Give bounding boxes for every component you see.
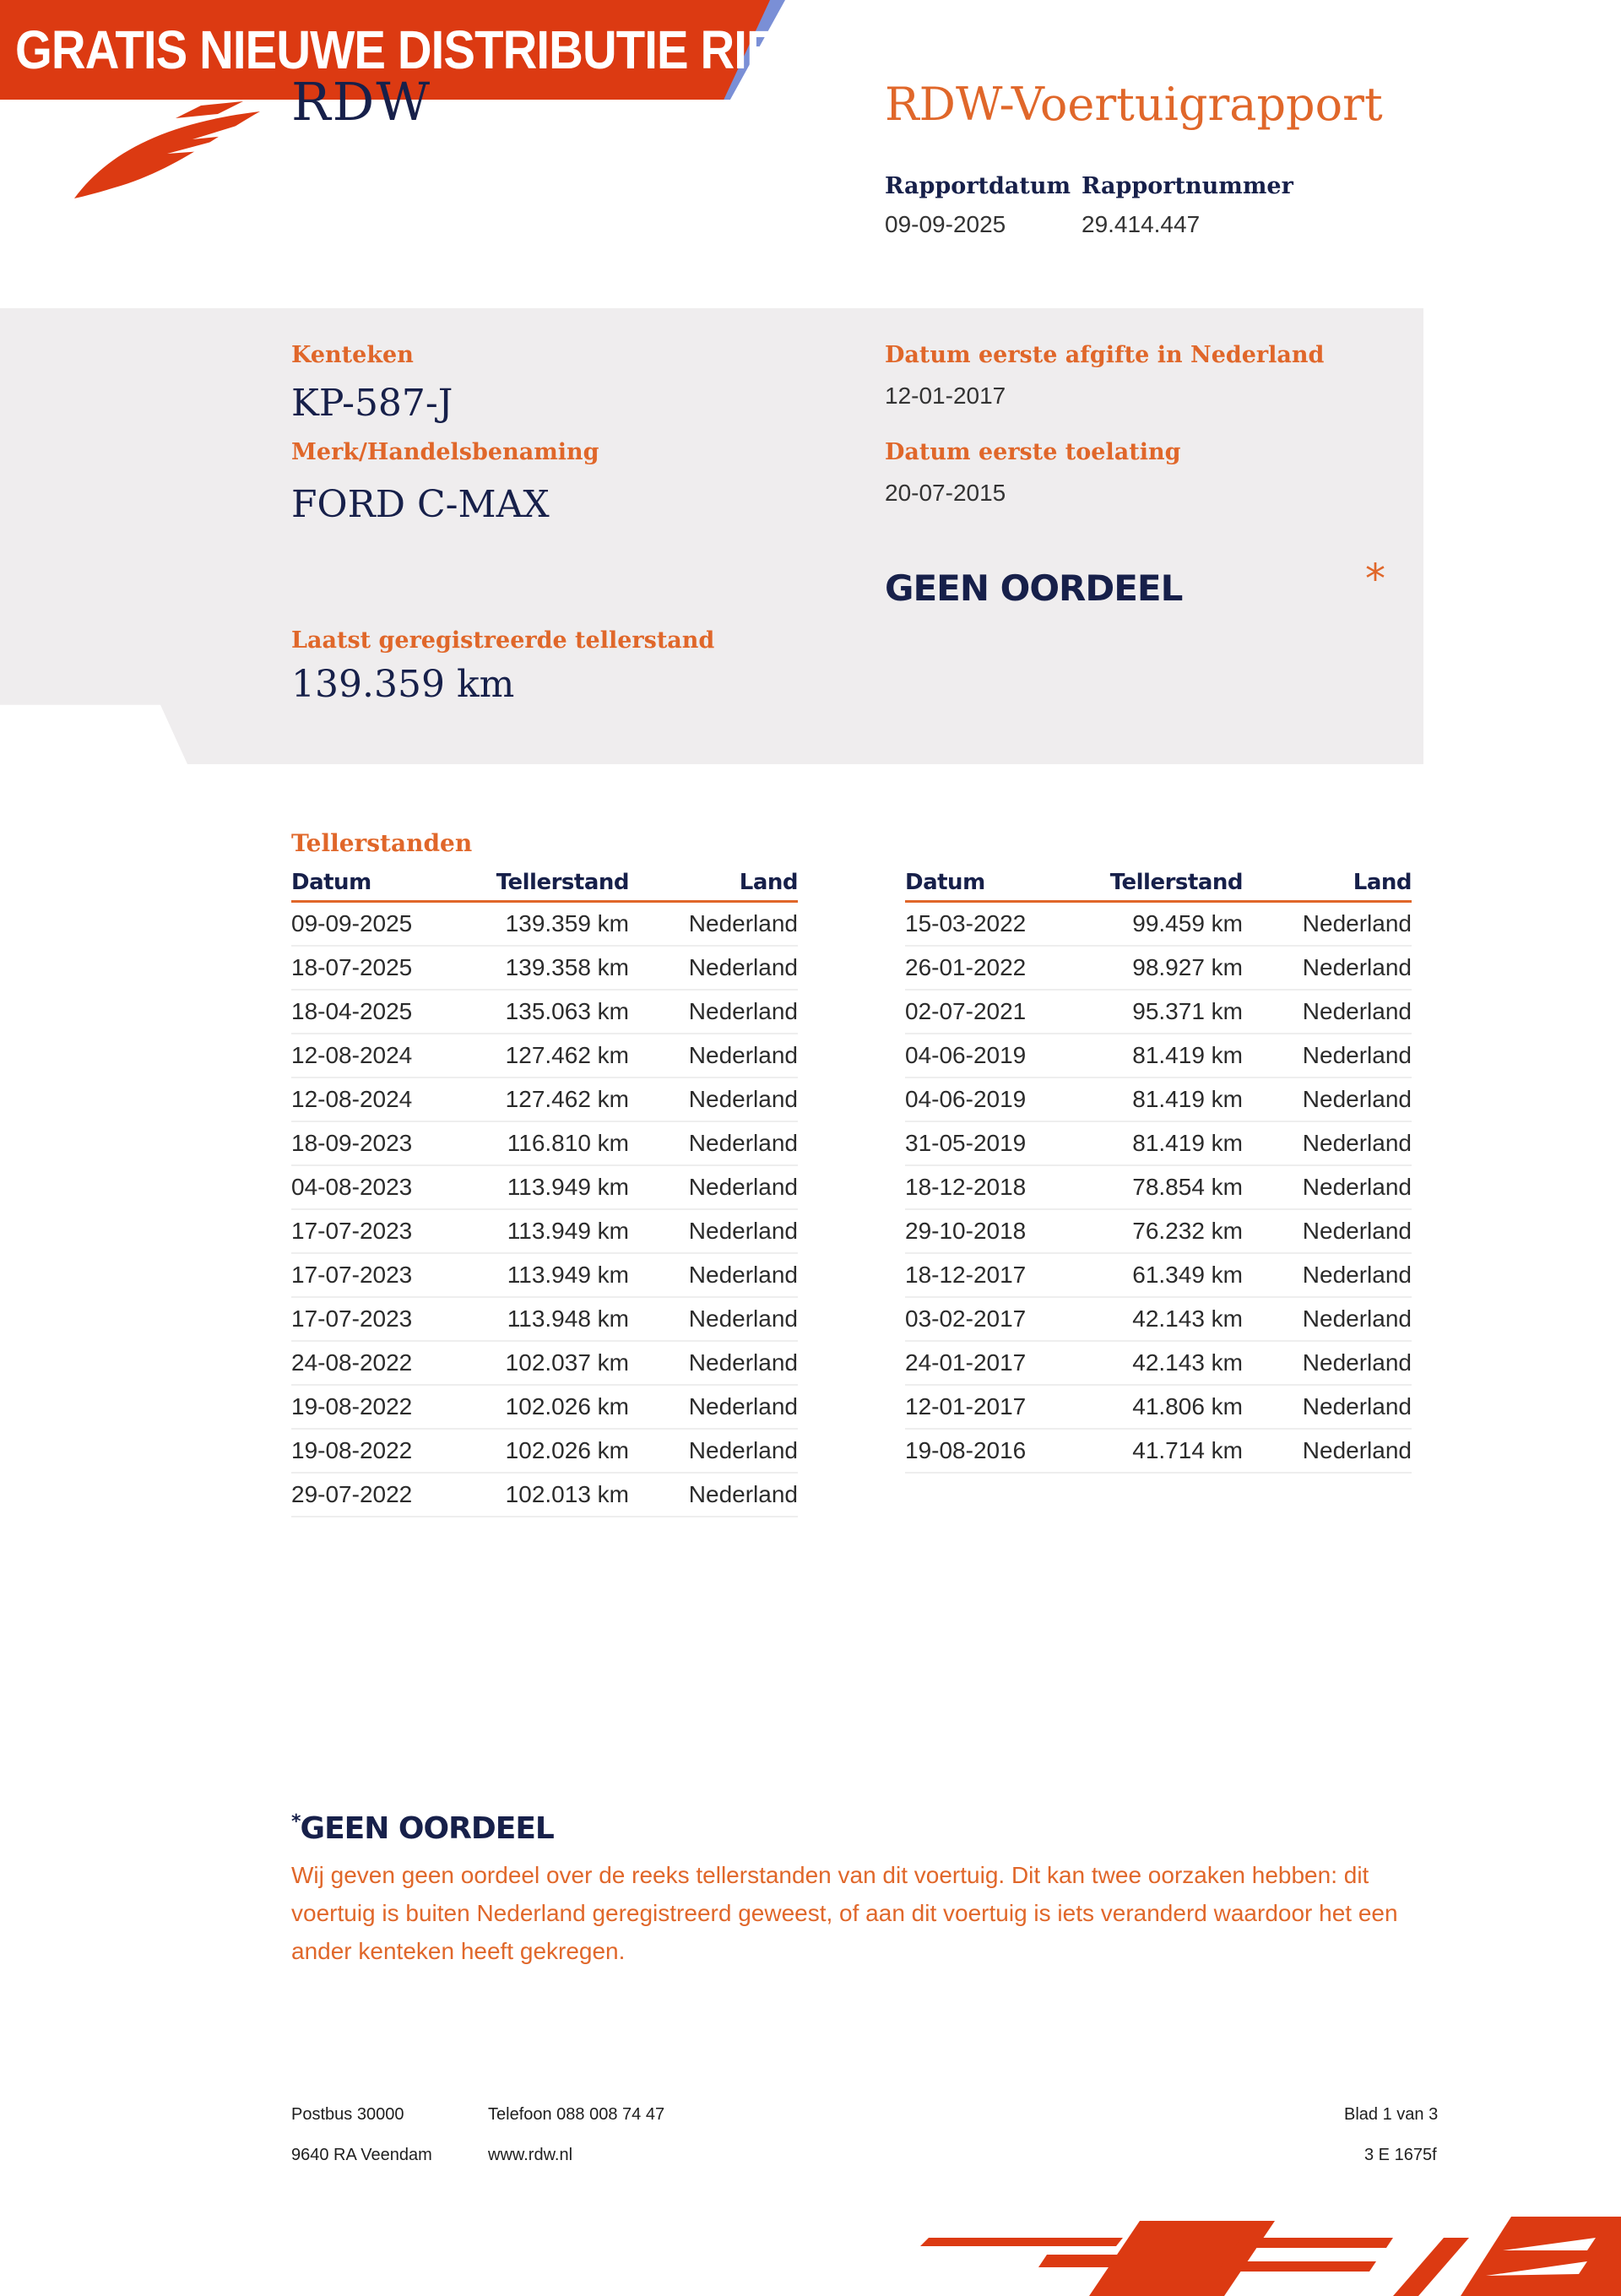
cell-tellerstand: 113.948 km <box>494 1297 629 1341</box>
table-row <box>905 946 1412 990</box>
cell-tellerstand: 102.026 km <box>494 1429 629 1473</box>
tellerstanden-label: Tellerstanden <box>291 829 473 857</box>
table-row <box>905 1253 1412 1297</box>
cell-datum: 19-08-2022 <box>291 1429 494 1473</box>
col-land: Land <box>629 865 798 902</box>
footer-page: Blad 1 van 3 <box>1344 2105 1439 2124</box>
table-row <box>291 1297 798 1341</box>
table-row <box>291 1253 798 1297</box>
cell-tellerstand: 76.232 km <box>1108 1209 1243 1253</box>
eerste-afgifte-label: Datum eerste afgifte in Nederland <box>885 342 1325 368</box>
table-row <box>905 1297 1412 1341</box>
rapportdatum-value: 09-09-2025 <box>885 211 1006 237</box>
tellerstand-value: 139.359 km <box>291 663 515 706</box>
cell-tellerstand: 102.013 km <box>494 1473 629 1517</box>
cell-land: Nederland <box>1243 1385 1412 1429</box>
cell-land: Nederland <box>1243 1209 1412 1253</box>
footer-postbus: Postbus 30000 <box>291 2105 404 2124</box>
cell-land: Nederland <box>1243 1253 1412 1297</box>
table-header-row <box>905 865 1412 902</box>
table-row <box>291 902 798 947</box>
verdict-text: GEEN OORDEEL <box>885 567 1183 609</box>
cell-datum: 19-08-2022 <box>291 1385 494 1429</box>
cell-tellerstand: 42.143 km <box>1108 1341 1243 1385</box>
cell-datum: 19-08-2016 <box>905 1429 1108 1473</box>
cell-datum: 18-04-2025 <box>291 990 494 1034</box>
kenteken-value: KP-587-J <box>291 382 453 425</box>
cell-datum: 04-06-2019 <box>905 1034 1108 1077</box>
cell-tellerstand: 139.359 km <box>494 902 629 947</box>
cell-tellerstand: 61.349 km <box>1108 1253 1243 1297</box>
cell-land: Nederland <box>1243 1034 1412 1077</box>
cell-tellerstand: 116.810 km <box>494 1121 629 1165</box>
table-row <box>905 1165 1412 1209</box>
col-land: Land <box>1243 865 1412 902</box>
cell-datum: 18-07-2025 <box>291 946 494 990</box>
cell-datum: 31-05-2019 <box>905 1121 1108 1165</box>
table-row <box>905 1385 1412 1429</box>
cell-tellerstand: 127.462 km <box>494 1077 629 1121</box>
footnote-marker: * <box>291 1811 301 1832</box>
col-tellerstand: Tellerstand <box>494 865 629 902</box>
cell-land: Nederland <box>1243 1429 1412 1473</box>
cell-datum: 29-07-2022 <box>291 1473 494 1517</box>
cell-datum: 12-01-2017 <box>905 1385 1108 1429</box>
cell-land: Nederland <box>629 1253 798 1297</box>
cell-land: Nederland <box>629 1341 798 1385</box>
table-row <box>291 1121 798 1165</box>
readings-table-right <box>905 865 1412 1474</box>
kenteken-label: Kenteken <box>291 342 414 368</box>
report-title: RDW-Voertuigrapport <box>885 78 1383 131</box>
cell-datum: 17-07-2023 <box>291 1253 494 1297</box>
cell-datum: 18-12-2018 <box>905 1165 1108 1209</box>
table-row <box>291 1341 798 1385</box>
cell-tellerstand: 113.949 km <box>494 1253 629 1297</box>
cell-datum: 15-03-2022 <box>905 902 1108 947</box>
cell-land: Nederland <box>629 902 798 947</box>
cell-datum: 04-06-2019 <box>905 1077 1108 1121</box>
cell-tellerstand: 41.714 km <box>1108 1429 1243 1473</box>
cell-land: Nederland <box>629 1385 798 1429</box>
readings-table-left <box>291 865 798 1517</box>
cell-tellerstand: 113.949 km <box>494 1165 629 1209</box>
cell-tellerstand: 98.927 km <box>1108 946 1243 990</box>
cell-datum: 17-07-2023 <box>291 1297 494 1341</box>
rdw-leaf-logo-icon <box>74 101 268 203</box>
vehicle-panel <box>0 308 1423 764</box>
eerste-afgifte-value: 12-01-2017 <box>885 383 1006 409</box>
table-row <box>291 1077 798 1121</box>
cell-land: Nederland <box>1243 1341 1412 1385</box>
table-row <box>291 1165 798 1209</box>
cell-land: Nederland <box>629 1209 798 1253</box>
cell-datum: 18-09-2023 <box>291 1121 494 1165</box>
cell-tellerstand: 99.459 km <box>1108 902 1243 947</box>
cell-datum: 29-10-2018 <box>905 1209 1108 1253</box>
cell-land: Nederland <box>629 946 798 990</box>
cell-tellerstand: 127.462 km <box>494 1034 629 1077</box>
merk-value: FORD C-MAX <box>291 483 550 526</box>
table-row <box>291 1429 798 1473</box>
cell-land: Nederland <box>1243 1165 1412 1209</box>
readings-body-right <box>905 902 1412 1474</box>
table-row <box>905 1077 1412 1121</box>
table-row <box>905 1121 1412 1165</box>
cell-tellerstand: 81.419 km <box>1108 1077 1243 1121</box>
cell-datum: 12-08-2024 <box>291 1034 494 1077</box>
cell-datum: 04-08-2023 <box>291 1165 494 1209</box>
footnote-title <box>291 1811 554 1846</box>
cell-land: Nederland <box>629 1165 798 1209</box>
cell-datum: 03-02-2017 <box>905 1297 1108 1341</box>
cell-tellerstand: 41.806 km <box>1108 1385 1243 1429</box>
cell-datum: 17-07-2023 <box>291 1209 494 1253</box>
col-tellerstand: Tellerstand <box>1108 865 1243 902</box>
cell-land: Nederland <box>1243 1077 1412 1121</box>
cell-tellerstand: 102.026 km <box>494 1385 629 1429</box>
cell-datum: 02-07-2021 <box>905 990 1108 1034</box>
col-datum: Datum <box>291 865 494 902</box>
cell-tellerstand: 102.037 km <box>494 1341 629 1385</box>
footnote-title-text: GEEN OORDEEL <box>300 1811 554 1846</box>
cell-datum: 24-01-2017 <box>905 1341 1108 1385</box>
cell-tellerstand: 135.063 km <box>494 990 629 1034</box>
cell-land: Nederland <box>629 1034 798 1077</box>
cell-land: Nederland <box>629 990 798 1034</box>
promo-banner-text: GRATIS NIEUWE DISTRIBUTIE RIEM <box>15 19 816 80</box>
tellerstand-label: Laatst geregistreerde tellerstand <box>291 627 715 654</box>
table-row <box>291 1034 798 1077</box>
footnote-text: Wij geven geen oordeel over de reeks tellerstanden van dit voertuig. Dit kan twee oorzaken hebben: dit voertuig is buiten Nederland geregistreerd geweest, of aan dit voertuig is iets veranderd waardoor het een ander kenteken heeft gekregen. <box>291 1862 1398 1964</box>
cell-land: Nederland <box>629 1473 798 1517</box>
table-row <box>291 1385 798 1429</box>
cell-tellerstand: 78.854 km <box>1108 1165 1243 1209</box>
cell-land: Nederland <box>1243 990 1412 1034</box>
cell-tellerstand: 81.419 km <box>1108 1121 1243 1165</box>
eerste-toelating-label: Datum eerste toelating <box>885 439 1181 465</box>
table-row <box>291 1209 798 1253</box>
rdw-stripes-mark-icon <box>920 2204 1621 2296</box>
footer-telefoon: Telefoon 088 008 74 47 <box>488 2105 665 2124</box>
cell-tellerstand: 42.143 km <box>1108 1297 1243 1341</box>
rapportnummer-value: 29.414.447 <box>1082 211 1201 237</box>
table-row <box>905 990 1412 1034</box>
cell-land: Nederland <box>1243 902 1412 947</box>
verdict-asterisk: * <box>1365 556 1385 603</box>
table-row <box>291 990 798 1034</box>
footer-code: 3 E 1675f <box>1364 2146 1437 2164</box>
cell-land: Nederland <box>1243 1121 1412 1165</box>
cell-datum: 09-09-2025 <box>291 902 494 947</box>
cell-land: Nederland <box>1243 1297 1412 1341</box>
footer-website[interactable]: www.rdw.nl <box>488 2146 573 2164</box>
rapportnummer-label: Rapportnummer <box>1082 173 1293 199</box>
cell-tellerstand: 81.419 km <box>1108 1034 1243 1077</box>
readings-body-left <box>291 902 798 1517</box>
cell-datum: 26-01-2022 <box>905 946 1108 990</box>
cell-land: Nederland <box>629 1121 798 1165</box>
merk-label: Merk/Handelsbenaming <box>291 439 599 465</box>
cell-tellerstand: 113.949 km <box>494 1209 629 1253</box>
cell-land: Nederland <box>1243 946 1412 990</box>
cell-land: Nederland <box>629 1429 798 1473</box>
cell-datum: 18-12-2017 <box>905 1253 1108 1297</box>
table-row <box>905 1429 1412 1473</box>
table-row <box>905 1341 1412 1385</box>
eerste-toelating-value: 20-07-2015 <box>885 480 1006 506</box>
table-row <box>905 1209 1412 1253</box>
cell-land: Nederland <box>629 1297 798 1341</box>
table-header-row <box>291 865 798 902</box>
table-row <box>291 946 798 990</box>
rdw-wordmark: RDW <box>291 76 432 127</box>
table-row <box>905 902 1412 947</box>
table-row <box>905 1034 1412 1077</box>
table-row <box>291 1473 798 1517</box>
col-datum: Datum <box>905 865 1108 902</box>
rapportdatum-label: Rapportdatum <box>885 173 1071 199</box>
cell-datum: 24-08-2022 <box>291 1341 494 1385</box>
cell-datum: 12-08-2024 <box>291 1077 494 1121</box>
cell-tellerstand: 139.358 km <box>494 946 629 990</box>
cell-land: Nederland <box>629 1077 798 1121</box>
footer-city: 9640 RA Veendam <box>291 2146 432 2164</box>
cell-tellerstand: 95.371 km <box>1108 990 1243 1034</box>
